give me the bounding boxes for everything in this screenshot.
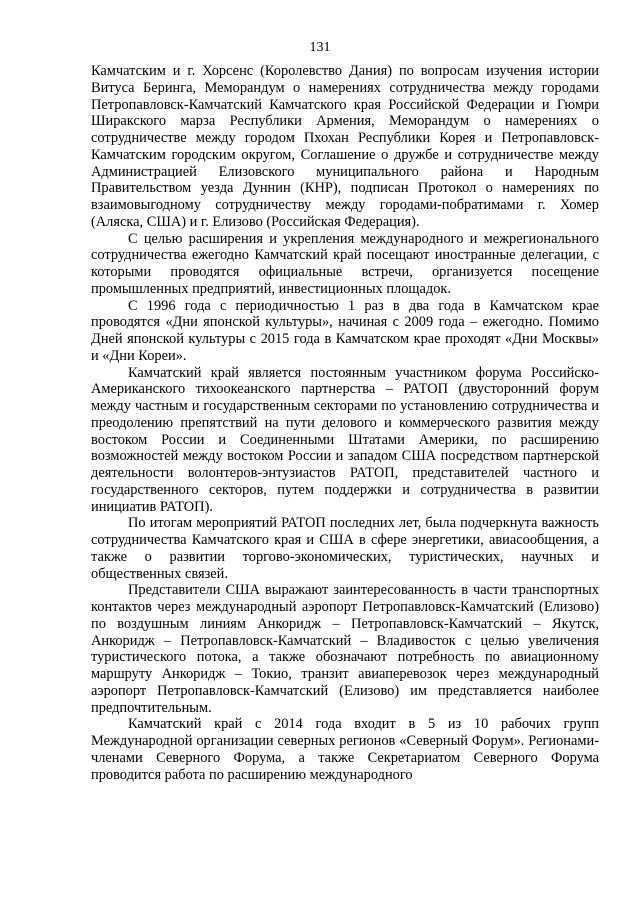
paragraph-7: Камчатский край с 2014 года входит в 5 из 10 рабочих групп Международной организации северных регионов «Северный Форум». Регионами-членами Северного Форума, а также Секретариатом Северного Форума проводится работа по расширению международного [91, 716, 599, 783]
paragraph-1: Камчатским и г. Хорсенс (Королевство Дания) по вопросам изучения истории Витуса Беринга, Меморандум о намерениях сотрудничества между городами Петропавловск-Камчатский Камчатского края Российской Федерации и Гюмри Ширакского марза Республики Армения, Меморандум о намерениях о сотрудничестве между городом Пхохан Республики Корея и Петропавловск-Камчатским городским округом, Соглашение о дружбе и сотрудничестве между Администрацией Елизовского муниципального района и Народным Правительством уезда Дуннин (КНР), подписан Протокол о намерениях по взаимовыгодному сотрудничеству между городами-побратимами г. Хомер (Аляска, США) и г. Елизово (Российская Федерация). [91, 63, 599, 230]
paragraph-2: С целью расширения и укрепления международного и межрегионального сотрудничества ежегодно Камчатский край посещают иностранные делегации, с которыми проводятся официальные встречи, организуется посещение промышленных предприятий, инвестиционных площадок. [91, 230, 599, 297]
paragraph-6: Представители США выражают заинтересованность в части транспортных контактов через международный аэропорт Петропавловск-Камчатский (Елизово) по воздушным линиям Анкоридж – Петропавловск-Камчатский – Якутск, Анкоридж – Петропавловск-Камчатский – Владивосток с целью увеличения туристического потока, а также обозначают потребность по авиационному маршруту Анкоридж – Токио, транзит авиаперевозок через международный аэропорт Петропавловск-Камчатский (Елизово) им представляется наиболее предпочтительным. [91, 582, 599, 716]
body-text [91, 63, 599, 783]
page-number: 131 [309, 40, 331, 55]
paragraph-5: По итогам мероприятий РАТОП последних лет, была подчеркнута важность сотрудничества Камчатского края и США в сфере энергетики, авиасообщения, а также о развитии торгово-экономических, туристических, научных и общественных связей. [91, 515, 599, 582]
paragraph-4: Камчатский край является постоянным участником форума Российско-Американского тихоокеанского партнерства – РАТОП (двусторонний форум между частным и государственным секторами по установлению сотрудничества и преодолению препятствий на пути делового и коммерческого развития между востоком России и Соединенными Штатами Америки, по расширению возможностей между востоком России и западом США посредством партнерской деятельности волонтеров-энтузиастов РАТОП, представителей частного и государственного секторов, путем поддержки и сотрудничества в развитии инициатив РАТОП). [91, 364, 599, 515]
paragraph-3: С 1996 года с периодичностью 1 раз в два года в Камчатском крае проводятся «Дни японской культуры», начиная с 2009 года – ежегодно. Помимо Дней японской культуры с 2015 года в Камчатском крае проходят «Дни Москвы» и «Дни Кореи». [91, 297, 599, 364]
